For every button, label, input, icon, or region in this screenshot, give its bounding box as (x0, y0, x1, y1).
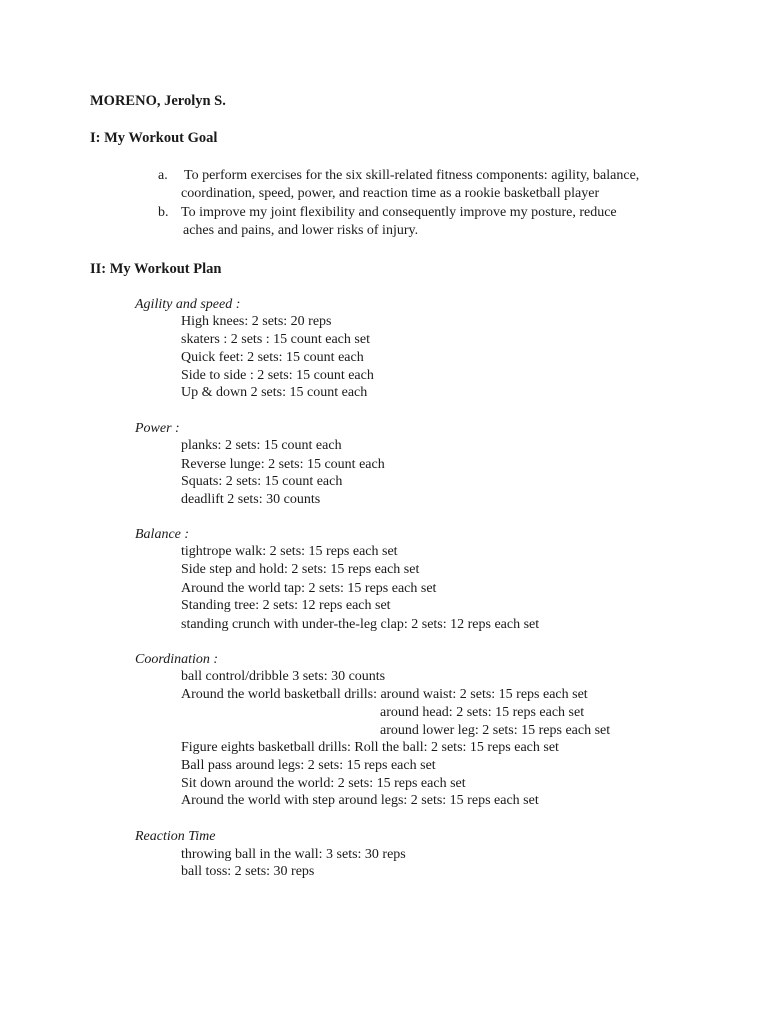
agility-title: Agility and speed : (135, 297, 241, 312)
coordination-item: Ball pass around legs: 2 sets: 15 reps each set (181, 758, 436, 773)
power-item: Squats: 2 sets: 15 count each (181, 474, 343, 489)
balance-item: Side step and hold: 2 sets: 15 reps each set (181, 562, 420, 577)
goal-b-marker: b. (158, 205, 169, 220)
coordination-item: Around the world basketball drills: around waist: 2 sets: 15 reps each set (181, 687, 588, 702)
balance-item: Standing tree: 2 sets: 12 reps each set (181, 598, 391, 613)
balance-title: Balance : (135, 527, 190, 542)
agility-item: Quick feet: 2 sets: 15 count each (181, 350, 364, 365)
goal-a-line1: To perform exercises for the six skill-related fitness components: agility, balance, (184, 168, 640, 183)
plan-heading: II: My Workout Plan (90, 261, 222, 277)
agility-item: Side to side : 2 sets: 15 count each (181, 368, 374, 383)
goal-a-marker: a. (158, 168, 168, 183)
coordination-item: Sit down around the world: 2 sets: 15 reps each set (181, 776, 466, 791)
coordination-item: ball control/dribble 3 sets: 30 counts (181, 669, 386, 684)
balance-item: Around the world tap: 2 sets: 15 reps each set (181, 581, 437, 596)
agility-item: skaters : 2 sets : 15 count each set (181, 332, 370, 347)
student-name: MORENO, Jerolyn S. (90, 93, 226, 109)
coordination-item: Figure eights basketball drills: Roll the ball: 2 sets: 15 reps each set (181, 740, 559, 755)
coordination-title: Coordination : (135, 652, 219, 667)
goal-b-line1: To improve my joint flexibility and consequently improve my posture, reduce (181, 205, 617, 220)
goal-a-line2: coordination, speed, power, and reaction time as a rookie basketball player (181, 186, 600, 201)
coordination-subitem: around head: 2 sets: 15 reps each set (380, 705, 585, 720)
agility-item: Up & down 2 sets: 15 count each (181, 385, 368, 400)
power-item: planks: 2 sets: 15 count each (181, 438, 342, 453)
balance-item: tightrope walk: 2 sets: 15 reps each set (181, 544, 398, 559)
coordination-subitem: around lower leg: 2 sets: 15 reps each set (380, 723, 611, 738)
coordination-item: Around the world with step around legs: 2 sets: 15 reps each set (181, 793, 539, 808)
reaction-item: ball toss: 2 sets: 30 reps (181, 864, 315, 879)
reaction-title: Reaction Time (135, 829, 216, 844)
goal-heading: I: My Workout Goal (90, 130, 218, 146)
balance-item: standing crunch with under-the-leg clap: 2 sets: 12 reps each set (181, 617, 540, 632)
goal-b-line2: aches and pains, and lower risks of injury. (183, 223, 419, 238)
agility-item: High knees: 2 sets: 20 reps (181, 314, 332, 329)
reaction-item: throwing ball in the wall: 3 sets: 30 reps (181, 847, 406, 862)
power-item: Reverse lunge: 2 sets: 15 count each (181, 457, 385, 472)
power-title: Power : (135, 421, 180, 436)
power-item: deadlift 2 sets: 30 counts (181, 492, 321, 507)
